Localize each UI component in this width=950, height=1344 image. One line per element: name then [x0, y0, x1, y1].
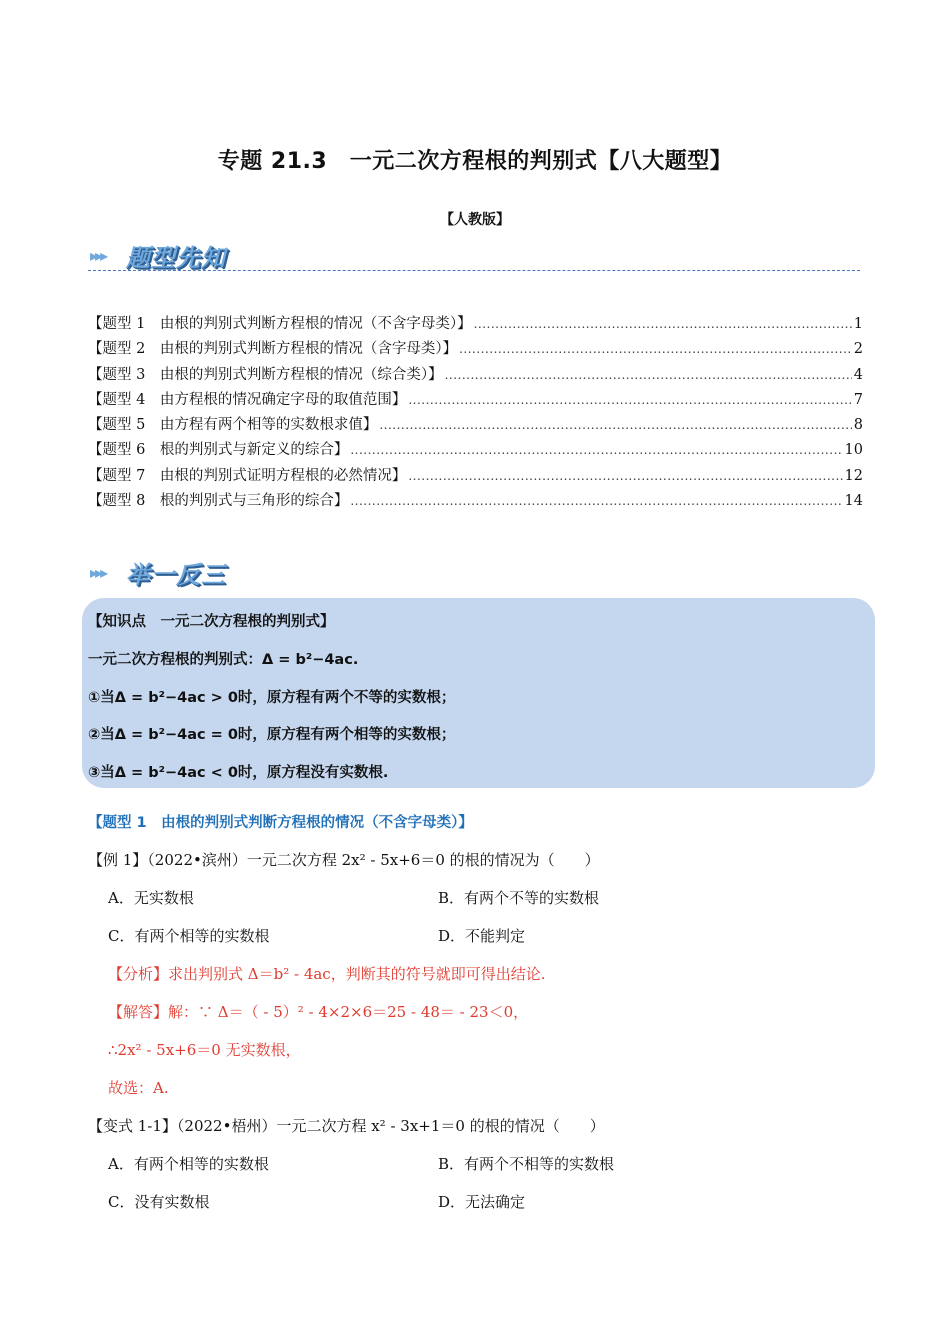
- toc-entry-page: 10: [844, 442, 863, 459]
- variant-option-b: B．有两个不相等的实数根: [438, 1155, 615, 1173]
- toc-leader-dots: [350, 443, 842, 457]
- table-of-contents: [88, 312, 863, 514]
- toc-entry-page: 1: [853, 316, 863, 332]
- toc-entry-title: 【题型 2 由根的判别式判断方程根的情况（含字母类）】: [88, 341, 458, 358]
- toc-entry-title: 【题型 6 根的判别式与新定义的综合】: [88, 442, 349, 459]
- toc-entry[interactable]: [88, 388, 863, 413]
- knowledge-case-zero: ②当Δ = b²−4ac = 0时，原方程有两个相等的实数根；: [88, 727, 456, 743]
- toc-leader-dots: [350, 494, 842, 508]
- answer-choice: 故选：A.: [108, 1079, 169, 1097]
- toc-entry-title: 【题型 3 由根的判别式判断方程根的情况（综合类）】: [88, 366, 443, 383]
- triple-arrow-icon: ▸▸▸: [90, 246, 106, 265]
- toc-entry-title: 【题型 8 根的判别式与三角形的综合】: [88, 493, 349, 510]
- variant-stem: 【变式 1-1】（2022•梧州）一元二次方程 x² - 3x+1＝0 的根的情况（ ）: [88, 1117, 605, 1135]
- toc-leader-dots: [445, 368, 852, 382]
- toc-entry-title: 【题型 7 由根的判别式证明方程根的必然情况】: [88, 467, 407, 484]
- toc-leader-dots: [459, 342, 852, 356]
- question-type-title: 【题型 1 由根的判别式判断方程根的情况（不含字母类）】: [88, 815, 473, 831]
- toc-entry[interactable]: [88, 312, 863, 337]
- knowledge-case-negative: ③当Δ = b²−4ac < 0时，原方程没有实数根.: [88, 765, 389, 781]
- toc-entry[interactable]: [88, 438, 863, 463]
- toc-entry-page: 8: [853, 417, 863, 434]
- toc-leader-dots: [379, 418, 851, 432]
- edition-label: 【人教版】: [440, 212, 510, 228]
- toc-leader-dots: [474, 317, 852, 331]
- toc-entry-page: 7: [853, 391, 863, 408]
- answer-text: 【解答】解：∵ Δ＝（ - 5）² - 4×2×6＝25 - 48＝ - 23＜0，: [108, 1003, 529, 1021]
- toc-entry-title: 【题型 1 由根的判别式判断方程根的情况（不含字母类）】: [88, 316, 472, 332]
- variant-option-a: A．有两个相等的实数根: [108, 1155, 269, 1173]
- toc-entry-page: 14: [844, 493, 863, 510]
- toc-entry[interactable]: [88, 413, 863, 438]
- toc-leader-dots: [408, 469, 842, 483]
- knowledge-heading: 【知识点 一元二次方程根的判别式】: [88, 614, 335, 630]
- option-a: A．无实数根: [108, 889, 194, 907]
- toc-entry-title: 【题型 5 由方程有两个相等的实数根求值】: [88, 417, 378, 434]
- toc-entry-page: 12: [844, 467, 863, 484]
- section-label: 举一反三: [126, 561, 226, 589]
- dashed-divider: [88, 270, 860, 271]
- toc-entry-page: 2: [853, 341, 863, 358]
- example-stem: 【例 1】（2022•滨州）一元二次方程 2x² - 5x+6＝0 的根的情况为（ ）: [88, 851, 600, 869]
- analysis-text: 【分析】求出判别式 Δ＝b² - 4ac，判断其的符号就即可得出结论.: [108, 965, 546, 983]
- toc-entry-title: 【题型 4 由方程根的情况确定字母的取值范围】: [88, 391, 407, 408]
- toc-entry[interactable]: [88, 337, 863, 362]
- section-header-overview: [88, 240, 860, 274]
- variant-option-c: C．没有实数根: [108, 1193, 210, 1211]
- toc-entry[interactable]: [88, 363, 863, 388]
- page-title: 专题 21.3 一元二次方程根的判别式【八大题型】: [217, 149, 733, 174]
- answer-conclusion: ∴2x² - 5x+6＝0 无实数根，: [108, 1041, 301, 1059]
- knowledge-definition: 一元二次方程根的判别式：Δ = b²−4ac.: [88, 652, 359, 668]
- triple-arrow-icon: ▸▸▸: [90, 563, 106, 582]
- section-header-practice: [88, 557, 860, 591]
- option-c: C．有两个相等的实数根: [108, 927, 270, 945]
- toc-entry[interactable]: [88, 464, 863, 489]
- knowledge-point-box: [82, 598, 875, 788]
- section-label: 题型先知: [126, 244, 226, 272]
- variant-option-d: D．无法确定: [438, 1193, 526, 1211]
- option-b: B．有两个不等的实数根: [438, 889, 600, 907]
- toc-entry[interactable]: [88, 489, 863, 514]
- toc-entry-page: 4: [853, 366, 863, 383]
- option-d: D．不能判定: [438, 927, 526, 945]
- toc-leader-dots: [408, 393, 851, 407]
- knowledge-case-positive: ①当Δ = b²−4ac > 0时，原方程有两个不等的实数根；: [88, 690, 456, 706]
